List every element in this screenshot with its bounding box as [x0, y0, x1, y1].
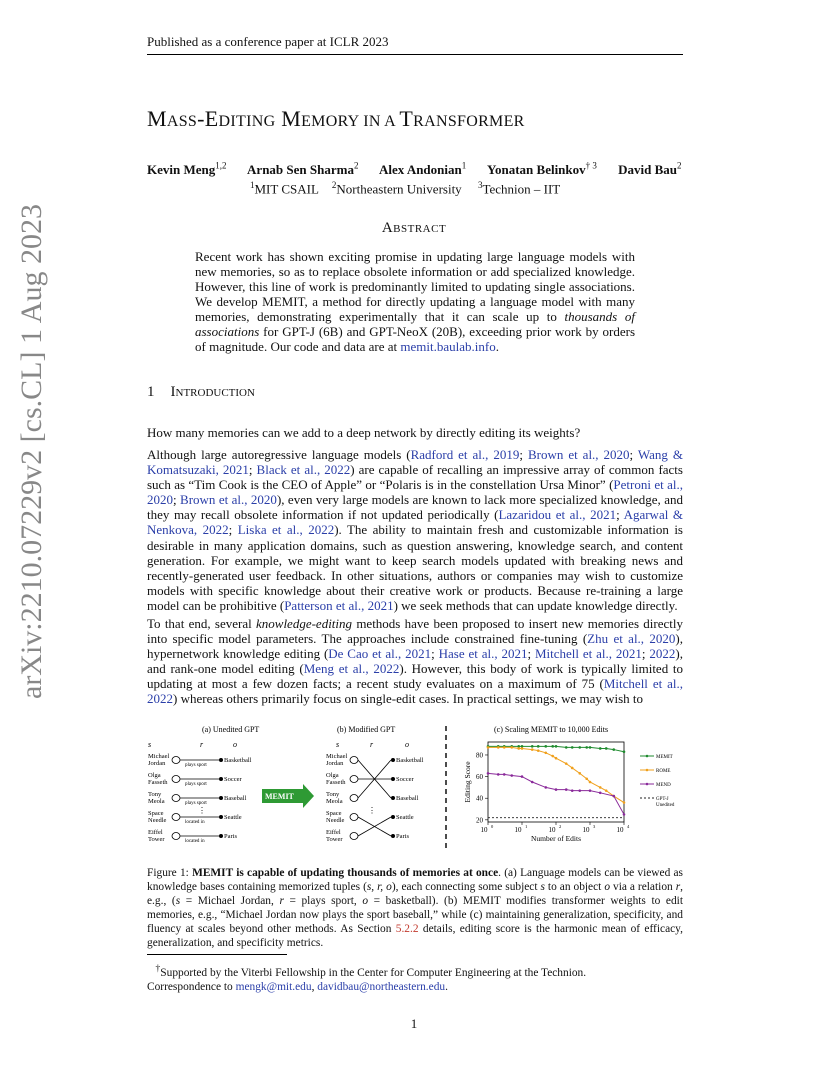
object-label: Paris	[224, 833, 237, 840]
data-point	[555, 745, 558, 748]
svg-text:o: o	[405, 740, 409, 749]
data-point	[521, 747, 524, 750]
data-point	[612, 795, 615, 798]
abstract-heading: ABSTRACT	[381, 220, 447, 236]
data-point	[578, 789, 581, 792]
relation-label: plays sport	[185, 782, 207, 787]
svg-text:o: o	[233, 740, 237, 749]
figure-1	[140, 722, 690, 862]
data-point	[487, 746, 490, 749]
subject-label: Space	[326, 810, 342, 817]
object-label: Basketball	[224, 757, 252, 764]
x-tick-exponent: 3	[593, 824, 596, 829]
citation-link[interactable]: Brown et al., 2020	[527, 447, 630, 462]
object-label: Soccer	[396, 776, 414, 783]
data-point	[565, 788, 568, 791]
data-point	[585, 746, 588, 749]
text-run: ), and rank-one model editing (	[147, 646, 683, 677]
subject-node	[350, 833, 358, 840]
object-label: Seattle	[396, 814, 414, 821]
object-node	[219, 796, 223, 800]
abstract-text: Recent work has shown exciting promise in updating large language models with new memories, so as to replace obsolete information or add specialized knowledge. However, this line of work is predominantly limited to updating single associations. We develop MEMIT, a method for directly updating a language model with many memories, demonstrating experimentally that it can scale up to thousands of associations for GPT-J (6B) and GPT-NeoX (20B), exceeding prior work by orders of magnitude. Our code and data are at memit.baulab.info.	[195, 249, 636, 354]
panel-a-title: (a) Unedited GPT	[202, 725, 260, 734]
data-point	[571, 789, 574, 792]
data-point	[623, 813, 626, 816]
x-axis-label: Number of Edits	[531, 834, 581, 843]
text-run: Although large autoregressive language models (	[147, 447, 411, 462]
subject-node	[350, 795, 358, 802]
data-point	[589, 746, 592, 749]
text-run: ), even very large models are known to lack more specialized knowledge, and they may recall obsolete information if not updated periodically (	[147, 492, 683, 523]
data-point	[589, 781, 592, 784]
subject-label: Eiffel	[148, 829, 163, 836]
text-run: ;	[431, 646, 439, 662]
legend-label: Unedited	[656, 803, 675, 808]
subject-node	[172, 757, 180, 764]
subject-label: Tony	[148, 791, 162, 798]
data-point	[555, 757, 558, 760]
y-tick-label: 80	[476, 751, 483, 760]
text-run: methods have been proposed to insert new memories directly into specific model parameters. The approaches include constrained fine-tuning (	[147, 616, 683, 647]
svg-text:s: s	[148, 740, 152, 749]
relation-label: plays sport	[185, 801, 207, 806]
legend-label: GPT-J	[656, 797, 669, 802]
data-point	[517, 747, 520, 750]
scaling-chart	[463, 742, 675, 843]
footnote: †Supported by the Viterbi Fellowship in the Center for Computer Engineering at the Technion. Correspondence to mengk@mit.edu, davidbau@northeastern.edu.	[147, 964, 587, 993]
footnote-rule	[147, 954, 287, 955]
text-run: ) are capable of recalling an impressive array of common facts such as “Tim Cook is the CEO of Apple” or “Polaris is in the constellation Ursa Minor” (	[147, 462, 683, 493]
x-tick-label: 10	[480, 826, 488, 834]
intro-question: How many memories can we add to a deep network by directly editing its weights?	[147, 425, 581, 440]
data-point	[503, 746, 506, 749]
running-header: Published as a conference paper at ICLR 2023	[147, 34, 389, 49]
panel-b-title: (b) Modified GPT	[337, 725, 396, 734]
data-point	[531, 745, 534, 748]
x-tick-exponent: 4	[627, 824, 630, 829]
data-point	[531, 748, 534, 751]
author: Alex Andonian$^1$	[379, 161, 467, 178]
citation-link[interactable]: Mitchell et al., 2021	[534, 646, 642, 662]
text-run: ) we seek methods that can update knowledge directly.	[393, 597, 678, 613]
x-tick-label: 10	[548, 826, 556, 834]
author: Yonatan Belinkov$^{\dagger 3}$	[487, 161, 597, 178]
citation-link[interactable]: 2022	[649, 646, 676, 662]
legend-label: ROME	[656, 769, 671, 774]
text-run: ;	[616, 507, 624, 523]
citation-link[interactable]: Petroni et al., 2020	[147, 477, 683, 508]
text-run: ). The ability to maintain fresh and customizable information is desirable in many application domains, such as question answering, knowledge search, and content generation. For example, we might want to keep search models updated with breaking news and recently-generated user feedback. In other situations, authors or companies may wish to customize models with specific knowledge about their creative work or products. Because re-training a large model can be prohibitive (	[147, 522, 683, 613]
citation-link[interactable]: Zhu et al., 2020	[587, 631, 676, 647]
data-point	[510, 774, 513, 777]
data-point	[623, 801, 626, 804]
subject-node	[172, 833, 180, 840]
citation-link[interactable]: Wang & Komatsuzaki, 2021	[147, 447, 683, 478]
citation-link[interactable]: Meng et al., 2022	[303, 661, 400, 677]
data-point	[599, 786, 602, 789]
svg-text:r: r	[200, 740, 204, 749]
text-run: ;	[228, 522, 238, 538]
x-tick-exponent: 1	[525, 824, 528, 829]
text-run: ), hypernetwork knowledge editing (	[147, 631, 683, 662]
author: Arnab Sen Sharma$^2$	[247, 161, 359, 178]
subject-label: Tony	[326, 791, 340, 798]
subject-label: Tower	[326, 836, 343, 843]
object-node	[219, 777, 223, 781]
legend-marker	[646, 769, 649, 772]
citation-link[interactable]: Radford et al., 2019	[410, 447, 520, 462]
section-ref[interactable]: 5.2.2	[395, 923, 419, 935]
data-point	[585, 777, 588, 780]
plot-frame	[488, 742, 624, 822]
citation-link[interactable]: De Cao et al., 2021	[328, 646, 432, 662]
affiliations: $^1$MIT CSAIL $^2$Northeastern University $^3$Technion – IIT	[250, 180, 561, 197]
author-list	[147, 161, 683, 178]
x-tick-exponent: 2	[559, 824, 562, 829]
data-point	[605, 789, 608, 792]
data-point	[589, 789, 592, 792]
data-point	[537, 745, 540, 748]
relation-label: located in	[185, 839, 205, 844]
data-point	[544, 786, 547, 789]
object-node	[391, 815, 395, 819]
memit-label: MEMIT	[265, 792, 294, 801]
subject-label: Jordan	[326, 760, 344, 767]
header-rule	[147, 54, 683, 55]
legend-marker	[646, 755, 649, 758]
data-point	[623, 750, 626, 753]
citation-link[interactable]: Mitchell et al., 2022	[147, 676, 684, 707]
data-point	[555, 788, 558, 791]
legend-label: MEMIT	[656, 755, 673, 760]
citation-link[interactable]: Black et al., 2022	[256, 462, 351, 478]
y-tick-label: 60	[476, 773, 483, 782]
object-node	[219, 758, 223, 762]
x-tick-label: 10	[582, 826, 590, 834]
relation-label: located in	[185, 820, 205, 825]
subject-label: Michael	[326, 753, 348, 760]
text-run: ) whereas others primarily focus on single-edit cases. In practical settings, we may wish to	[173, 691, 644, 707]
data-point	[487, 772, 490, 775]
text-run: ;	[641, 646, 650, 662]
subject-label: Fasseth	[148, 779, 168, 786]
object-node	[391, 777, 395, 781]
subject-label: Tower	[148, 836, 165, 843]
figure-caption: Figure 1: MEMIT is capable of updating thousands of memories at once. (a) Language models can be viewed as knowledge bases containing memorized tuples (s, r, o), each connecting some subject s to an object o via a relation r, e.g., (s = Michael Jordan, r = plays sport, o = basketball). (b) MEMIT modifies transformer weights to edit memories, e.g., “Michael Jordan now plays the sport baseball,” while (c) maintaining generalization, specificity, and fluency at scales beyond other methods. As Section 5.2.2 details, editing score is the harmonic mean of efficacy, generalization, and specificity metrics.	[147, 867, 683, 949]
object-node	[391, 758, 395, 762]
object-label: Paris	[396, 833, 409, 840]
data-point	[544, 752, 547, 755]
subject-label: Eiffel	[326, 829, 341, 836]
subject-node	[172, 814, 180, 821]
text-run: ;	[173, 492, 181, 508]
subject-label: Space	[148, 810, 164, 817]
text-run: ;	[248, 462, 257, 478]
data-point	[599, 747, 602, 750]
subject-label: Jordan	[148, 760, 166, 767]
email-link[interactable]: mengk@mit.edu	[235, 980, 312, 993]
data-point	[497, 746, 500, 749]
object-label: Baseball	[396, 795, 419, 802]
paper-title: MASS-EDITING MEMORY IN A TRANSFORMER	[147, 106, 525, 131]
series-line-mend	[488, 773, 624, 814]
object-node	[219, 815, 223, 819]
y-tick-label: 20	[476, 816, 483, 825]
subject-label: Fasseth	[326, 779, 346, 786]
author: David Bau$^2$	[618, 161, 682, 178]
subject-label: Meola	[148, 798, 165, 805]
legend-marker	[646, 783, 649, 786]
subject-label: Needle	[326, 817, 345, 824]
subject-node	[172, 795, 180, 802]
ellipsis: ⋮	[368, 806, 376, 815]
subject-node	[172, 776, 180, 783]
object-label: Soccer	[224, 776, 242, 783]
arxiv-stamp: arXiv:2210.07229v2 [cs.CL] 1 Aug 2023	[15, 204, 48, 699]
subject-label: Olga	[148, 772, 161, 779]
text-run: ). However, this body of work is typically limited to updating at most a few dozen facts; a recent study evaluates on a maximum of 75 (	[147, 661, 684, 692]
emphasis: knowledge-editing	[256, 616, 353, 631]
data-point	[578, 746, 581, 749]
text-run: ;	[629, 447, 638, 462]
citation-link[interactable]: Lazaridou et al., 2021	[498, 507, 617, 523]
section-heading: 1 INTRODUCTION	[147, 384, 255, 400]
citation-link[interactable]: Brown et al., 2020	[180, 492, 277, 508]
x-tick-label: 10	[616, 826, 624, 834]
data-point	[571, 746, 574, 749]
intro-paragraph-2	[147, 616, 683, 707]
data-point	[605, 747, 608, 750]
memit-arrow	[262, 784, 314, 808]
svg-text:s: s	[336, 740, 340, 749]
data-point	[497, 773, 500, 776]
subject-label: Needle	[148, 817, 167, 824]
subject-node	[350, 814, 358, 821]
subject-label: Michael	[148, 753, 170, 760]
data-point	[537, 749, 540, 752]
citation-link[interactable]: Liska et al., 2022	[237, 522, 335, 538]
data-point	[565, 746, 568, 749]
x-tick-label: 10	[514, 826, 522, 834]
data-point	[510, 746, 513, 749]
subject-label: Meola	[326, 798, 343, 805]
y-axis-label: Editing Score	[463, 761, 472, 803]
citation-link[interactable]: Agarwal & Nenkova, 2022	[147, 507, 683, 538]
author: Kevin Meng$^{1,2}$	[147, 161, 227, 178]
legend-label: MEND	[656, 783, 671, 788]
citation-link[interactable]: Hase et al., 2021	[438, 646, 528, 662]
object-node	[219, 834, 223, 838]
project-link[interactable]: memit.baulab.info	[400, 339, 496, 354]
relation-label: plays sport	[185, 763, 207, 768]
data-point	[531, 781, 534, 784]
data-point	[503, 773, 506, 776]
object-node	[391, 834, 395, 838]
page-number: 1	[410, 1016, 418, 1031]
text-run: ;	[527, 646, 535, 662]
data-point	[599, 792, 602, 795]
object-label: Baseball	[224, 795, 247, 802]
subject-node	[350, 757, 358, 764]
data-point	[578, 772, 581, 775]
x-tick-exponent: 0	[491, 824, 494, 829]
y-tick-label: 40	[476, 794, 483, 803]
data-point	[551, 755, 554, 758]
text-run: ;	[519, 447, 528, 462]
panel-b	[326, 740, 424, 843]
panel-a	[148, 740, 252, 844]
object-label: Seattle	[224, 814, 242, 821]
data-point	[551, 745, 554, 748]
data-point	[612, 748, 615, 751]
citation-link[interactable]: Patterson et al., 2021	[284, 597, 394, 613]
email-link[interactable]: davidbau@northeastern.edu	[317, 980, 446, 993]
data-point	[521, 775, 524, 778]
panel-c-title: (c) Scaling MEMIT to 10,000 Edits	[494, 725, 609, 734]
text-run: To that end, several	[147, 616, 256, 631]
object-label: Basketball	[396, 757, 424, 764]
subject-label: Olga	[326, 772, 339, 779]
intro-paragraph-1	[147, 447, 683, 613]
data-point	[565, 762, 568, 765]
data-point	[571, 767, 574, 770]
svg-text:r: r	[370, 740, 374, 749]
ellipsis: ⋮	[198, 806, 206, 815]
subject-node	[350, 776, 358, 783]
object-node	[391, 796, 395, 800]
data-point	[544, 745, 547, 748]
